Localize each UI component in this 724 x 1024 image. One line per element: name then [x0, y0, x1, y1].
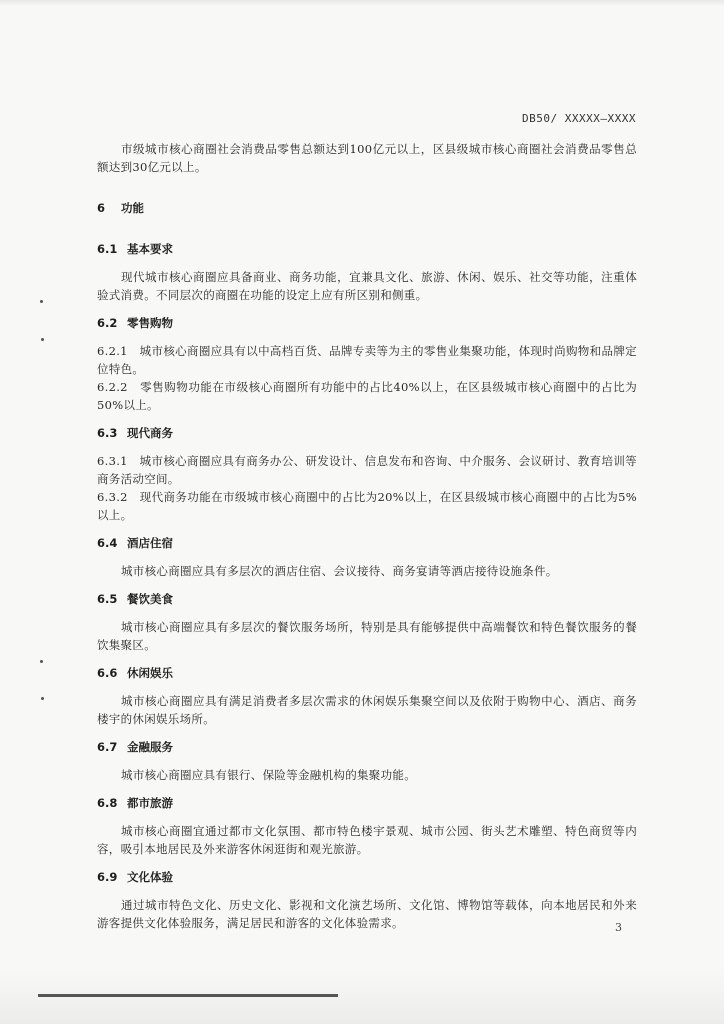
section-6-7-text: 城市核心商圈应具有银行、保险等金融机构的集聚功能。 [121, 768, 416, 782]
section-6-8-heading [97, 794, 637, 812]
section-6-5-heading [97, 590, 637, 608]
section-6-heading [97, 199, 637, 217]
scan-speck [40, 300, 43, 303]
section-6-6-text: 城市核心商圈应具有满足消费者多层次需求的休闲娱乐集聚空间以及依附于购物中心、酒店、商务楼宇的休闲娱乐场所。 [97, 694, 637, 726]
intro-paragraph: 市级城市核心商圈社会消费品零售总额达到100亿元以上，区县级城市核心商圈社会消费品零售总额达到30亿元以上。 [97, 142, 637, 174]
section-6-3-heading [97, 424, 637, 442]
scan-artifact-rule [38, 994, 338, 997]
section-title: 文化体验 [127, 870, 173, 884]
section-number: 6.2 [97, 316, 118, 330]
section-6-4-text: 城市核心商圈应具有多层次的酒店住宿、会议接待、商务宴请等酒店接待设施条件。 [121, 564, 558, 578]
scan-speck [40, 660, 43, 663]
clause-text: 城市核心商圈应具有商务办公、研发设计、信息发布和咨询、中介服务、会议研讨、教育培训等商务活动空间。 [97, 454, 637, 486]
clause-number: 6.2.1 [97, 344, 128, 358]
document-body [97, 140, 637, 932]
scan-edge-top [0, 0, 724, 6]
section-6-1-heading [97, 240, 637, 258]
section-6-2-heading [97, 314, 637, 332]
section-6-5-text: 城市核心商圈应具有多层次的餐饮服务场所，特别是具有能够提供中高端餐饮和特色餐饮服务的餐饮集聚区。 [97, 620, 637, 652]
section-number: 6.9 [97, 870, 118, 884]
section-title: 现代商务 [127, 426, 173, 440]
section-6-4-heading [97, 534, 637, 552]
section-title: 都市旅游 [127, 796, 173, 810]
scan-edge-bottom [0, 970, 724, 1024]
clause-number: 6.3.2 [97, 490, 128, 504]
section-number: 6 [97, 201, 106, 215]
section-6-6-heading [97, 664, 637, 682]
section-number: 6.5 [97, 592, 118, 606]
section-6-1-text: 现代城市核心商圈应具备商业、商务功能，宜兼具文化、旅游、休闲、娱乐、社交等功能，注重体验式消费。不同层次的商圈在功能的设定上应有所区别和侧重。 [97, 270, 637, 302]
section-title: 休闲娱乐 [127, 666, 173, 680]
document-code: DB50/ XXXXX—XXXX [522, 112, 636, 125]
clause-text: 现代商务功能在市级城市核心商圈中的占比为20%以上，在区县级城市核心商圈中的占比为5%以上。 [97, 490, 637, 522]
section-6-8-text: 城市核心商圈宜通过都市文化氛围、都市特色楼宇景观、城市公园、街头艺术雕塑、特色商贸等内容，吸引本地居民及外来游客休闲逛街和观光旅游。 [97, 824, 637, 856]
scan-speck [41, 338, 44, 341]
page-number: 3 [615, 921, 622, 934]
section-title: 金融服务 [127, 740, 173, 754]
section-number: 6.3 [97, 426, 118, 440]
clause-6-3-1 [97, 452, 637, 488]
clause-6-2-1 [97, 342, 637, 378]
section-number: 6.4 [97, 536, 118, 550]
section-6-9-heading [97, 868, 637, 886]
section-title: 零售购物 [127, 316, 173, 330]
section-title: 酒店住宿 [127, 536, 173, 550]
section-number: 6.8 [97, 796, 118, 810]
section-6-7-heading [97, 738, 637, 756]
scan-speck [41, 697, 44, 700]
section-title: 基本要求 [127, 242, 173, 256]
section-title: 功能 [121, 201, 144, 215]
section-title: 餐饮美食 [127, 592, 173, 606]
section-number: 6.6 [97, 666, 118, 680]
clause-number: 6.3.1 [97, 454, 128, 468]
clause-6-3-2 [97, 488, 637, 524]
section-6-9-text: 通过城市特色文化、历史文化、影视和文化演艺场所、文化馆、博物馆等载体，向本地居民和外来游客提供文化体验服务，满足居民和游客的文化体验需求。 [97, 898, 637, 930]
clause-6-2-2 [97, 378, 637, 414]
clause-text: 零售购物功能在市级核心商圈所有功能中的占比40%以上，在区县级城市核心商圈中的占比为50%以上。 [97, 380, 637, 412]
section-number: 6.7 [97, 740, 118, 754]
section-number: 6.1 [97, 242, 118, 256]
clause-text: 城市核心商圈应具有以中高档百货、品牌专卖等为主的零售业集聚功能，体现时尚购物和品牌定位特色。 [97, 344, 637, 376]
clause-number: 6.2.2 [97, 380, 128, 394]
